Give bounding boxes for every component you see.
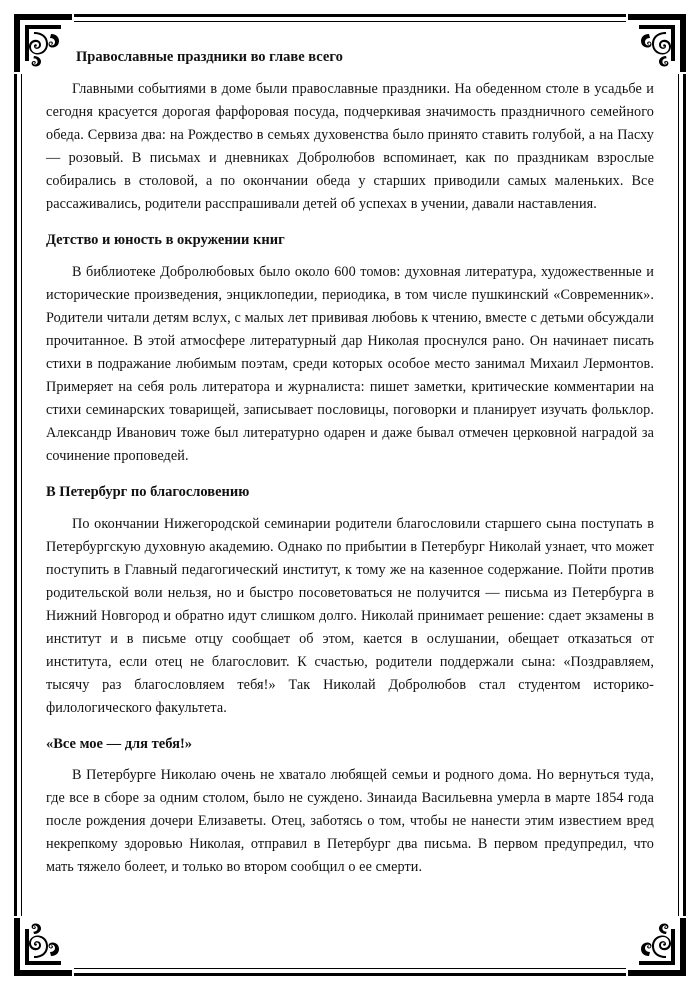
section-heading: Детство и юность в окружении книг [46, 231, 285, 248]
section-paragraph: В библиотеке Добролюбовых было около 600 томов: духовная литература, художественные и исторические произведения, энциклопедии, периодика, в том числе пушкинский «Современник». Родители читали детям вслух, с малых лет прививая любовь к чтению, вместе с детьми обсуждали прочитанное. В этой атмосфере литературный дар Николая проснулся рано. Он начинает писать стихи в подражание любимым поэтам, среди которых особое место занимал Михаил Лермонтов. Примеряет на себя роль литератора и журналиста: пишет заметки, критические комментарии на стихи семинарских товарищей, записывает пословицы, поговорки и планирует изучать фольклор. Александр Иванович тоже был литературно одарен и даже бывал отмечен церковной наградой за сочинение проповедей. [46, 263, 654, 464]
section-paragraph: В Петербурге Николаю очень не хватало любящей семьи и родного дома. Но вернуться туда, где все в сборе за одним столом, было не суждено. Зинаида Васильевна умерла в марте 1854 года после рождения дочери Елизаветы. Отец, заботясь о том, чтобы не нанести этим известием вред некрепкому здоровью Николая, отправил в Петербург два письма. В первом предупредил, что мать тяжело болеет, и только во втором сообщил о ее смерти. [46, 767, 654, 876]
section-petersburg-blessing [46, 483, 654, 720]
section-heading: Православные праздники во главе всего [76, 49, 343, 65]
section-paragraph: Главными событиями в доме были православные праздники. На обеденном столе в усадьбе и сегодня красуется дорогая фарфоровая посуда, подчеркивая значимость праздничного семейного обеда. Сервиза два: на Рождество в семьях духовенства было принято ставить голубой, а на Пасху — розовый. В письмах и дневниках Добролюбов вспоминает, как по праздникам взрослые собирались в столовой, а по окончании обеда у старших приводили самых маленьких. Все рассаживались, родители расспрашивали детей об успехах в учении, давали наставления. [46, 80, 654, 212]
section-heading: В Петербург по благословению [46, 483, 250, 500]
section-all-mine-for-you [46, 735, 654, 880]
section-orthodox-holidays [46, 48, 654, 216]
section-heading: «Все мое — для тебя!» [46, 735, 193, 752]
document-content [46, 48, 654, 928]
section-paragraph: По окончании Нижегородской семинарии родители благословили старшего сына поступать в Петербургскую духовную академию. Однако по прибытии в Петербург Николай узнает, что может поступить в Главный педагогический институт, к тому же на казенное содержание. Пойти против родительской воли нельзя, но и быстро посоветоваться не получится — письма из Петербурга в Нижний Новгород и обратно идут слишком долго. Николай принимает решение: сдает экзамены в институт и в письме отцу сообщает об этом, кается в ослушании, обещает отказаться от института, если отец не благословит. К счастью, родители поддержали сына: «Поздравляем, тысячу раз благословляем тебя!» Так Николай Добролюбов стал студентом историко-филологического факультета. [46, 515, 654, 716]
section-childhood-books [46, 231, 654, 468]
